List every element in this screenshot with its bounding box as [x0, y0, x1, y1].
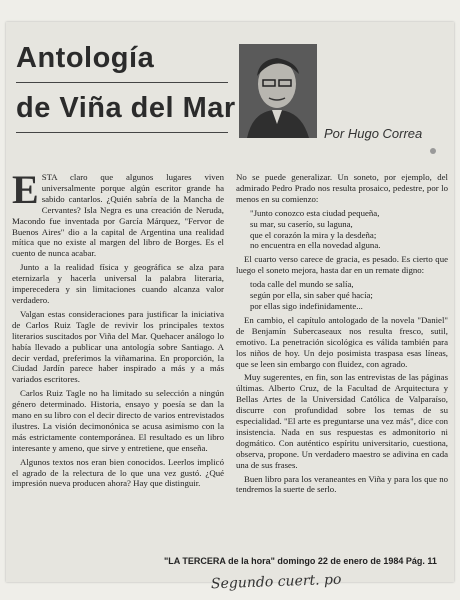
headline-rule-top [16, 82, 228, 83]
poem-line: no encuentra en ella novedad alguna. [250, 240, 381, 251]
poem-line: "Junto conozco esta ciudad pequeña, [250, 207, 380, 218]
publication-footer: "LA TERCERA de la hora" domingo 22 de enero de 1984 Pág. 11 [164, 556, 437, 566]
article-column-1 [12, 167, 224, 492]
poem-line: su mar, su caserío, su laguna, [250, 218, 353, 229]
ornament-dot [430, 148, 436, 154]
paragraph: Valgan estas consideraciones para justificar la iniciativa de Carlos Ruiz Tagle de revivir los principales textos literarios suscitados por Viña del Mar. Quehacer análogo lo había llevado a publicar una antología sobre Santiago. A decir verdad, preferimos la viñamarina. En proporción, la Ciudad Jardín parece haber inspirado a más y a más variados escritores. [12, 308, 224, 385]
headline-line-1: Antología [16, 42, 155, 74]
paragraph [12, 167, 224, 259]
drop-cap: E [12, 167, 39, 212]
poem-line: toda calle del mundo se salía, [250, 279, 354, 290]
byline: Por Hugo Correa [324, 126, 423, 141]
paragraph: Buen libro para los veraneantes en Viña y para los que no tendremos la suerte de serlo. [236, 473, 448, 495]
poem-quote-1 [236, 208, 448, 252]
paragraph-text: STA claro que algunos lugares viven universalmente porque algún escritor grande ha sabido cantarlos. ¿Quién sabría de la Mancha de Cervantes? Isla Negra es una creación de Neruda, Macondo fue inventada por García Márquez, "Fervor de Buenos Aires" dio a la capital de Argentina una realidad mítica que no existe al margen del libro de Borges. Es el cuento de nunca acabar. [12, 172, 224, 259]
paragraph: Junto a la realidad física y geográfica se alza para eternizarla y hacerla universal la palabra literaria, imperecedera y sin limitaciones cuando alcanza valor verdadero. [12, 262, 224, 305]
paragraph: En cambio, el capítulo antologado de la novela "Daniel" de Benjamín Subercaseaux nos resulta fresco, sutil, emotivo. La penetración sicológica es válida también para los niños de hoy. Un dejo posimista traspasa esas líneas, que se leen sin embargo con fluidez, con agrado. [236, 314, 448, 369]
paragraph: No se puede generalizar. Un soneto, por ejemplo, del admirado Pedro Prado nos resulta prosaico, pedestre, por lo menos en su comienzo: [236, 172, 448, 204]
poem-quote-2 [236, 279, 448, 312]
paragraph: Muy sugerentes, en fin, son las entrevistas de las páginas últimas. Alberto Cruz, de la Facultad de Arquitectura y Bellas Artes de la Universidad Católica de Valparaíso, discurre con profundidad sobre los temas de su especialidad. "El arte es preguntarse una vez más", dice con insistencia. Nada en sus respuestas es admonitorio ni dogmático. Con auténtico espíritu universitario, cuestiona, observa, propone. Un verdadero maestro se adivina en cada una de sus frases. [236, 372, 448, 470]
article-column-2 [236, 172, 448, 498]
headline-rule-bottom [16, 132, 228, 133]
paragraph: Carlos Ruiz Tagle no ha limitado su selección a ningún género determinado. Historia, ensayo y poesía se dan la mano en su libro con el decir directo de varios entrevistados ilustres. La visión decimonónica se acusa asimismo con la más estrictamente contemporánea. El resultado es un libro interesante y ameno, que sirve y entretiene, que enseña. [12, 388, 224, 453]
portrait-image [239, 44, 317, 138]
paragraph: El cuarto verso carece de gracia, es pesado. Es cierto que luego el soneto mejora, hasta dar en un remate digno: [236, 254, 448, 276]
poem-line: que el corazón la mira y la desdeña; [250, 229, 377, 240]
newspaper-clipping [6, 22, 454, 593]
poem-line: por ellas sigo indefinidamente... [250, 300, 363, 311]
headline-line-2: de Viña del Mar [16, 92, 236, 124]
poem-line: según por ella, sin saber qué hacía; [250, 290, 373, 301]
handwritten-note: Segundo cuert. po [210, 571, 342, 593]
author-photo [239, 44, 317, 138]
paragraph: Algunos textos nos eran bien conocidos. Leerlos implicó el agrado de la relectura de lo que una vez gustó. ¿Qué impresión nueva producen ahora? Hay que distinguir. [12, 456, 224, 489]
